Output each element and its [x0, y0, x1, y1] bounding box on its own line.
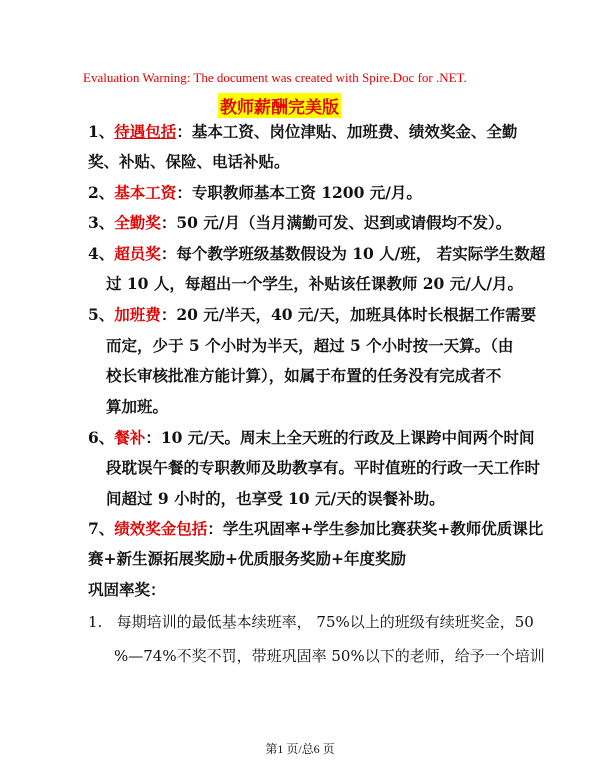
- item-5-line-4: 算加班。: [106, 397, 169, 416]
- item-3-line-1: 3、全勤奖：50 元/月（当月满勤可发、迟到或请假均不发）。: [88, 213, 512, 232]
- item-5-line-1: 5、加班费：20 元/半天，40 元/天，加班具体时长根据工作需要: [88, 305, 537, 324]
- item-6-line-2: 段耽误午餐的专职教师及助教享有。平时值班的行政一天工作时: [106, 458, 541, 477]
- item-5-line-3: 校长审核批准方能计算），如属于布置的任务没有完成者不: [106, 366, 502, 385]
- retention-award-heading: 巩固率奖：: [88, 580, 166, 599]
- item-2-heading: 基本工资: [114, 183, 177, 202]
- item-6-line-1: 6、餐补：10 元/天。周末上全天班的行政及上课跨中间两个时间: [88, 428, 535, 447]
- item-1-heading: 待遇包括: [114, 122, 177, 141]
- item-5-line-2: 而定，少于 5 个小时为半天，超过 5 个小时按一天算。（由: [106, 336, 514, 355]
- item-7-heading: 绩效奖金包括: [114, 519, 208, 538]
- item-5-heading: 加班费: [114, 305, 161, 324]
- item-4-line-2: 过 10 人，每超出一个学生，补贴该任课教师 20 元/人/月。: [106, 274, 524, 293]
- list-item-1-line-2: %—74%不奖不罚，带班巩固率 50%以下的老师，给予一个培训: [114, 647, 545, 665]
- item-3-heading: 全勤奖: [114, 213, 161, 232]
- item-4-heading: 超员奖: [114, 244, 161, 263]
- page-footer: 第1 页/总6 页: [265, 742, 335, 756]
- item-4-line-1: 4、超员奖：每个教学班级基数假设为 10 人/班， 若实际学生数超: [88, 244, 546, 263]
- item-2-line-1: 2、基本工资：专职教师基本工资 1200 元/月。: [88, 183, 422, 202]
- item-1-line-2: 奖、补贴、保险、电话补贴。: [88, 152, 290, 171]
- item-7-line-1: 7、绩效奖金包括：学生巩固率+学生参加比赛获奖+教师优质课比: [88, 519, 544, 538]
- item-6-heading: 餐补: [114, 428, 146, 447]
- document-title: 教师薪酬完美版: [218, 93, 341, 118]
- list-item-1-line-1: 1. 每期培训的最低基本续班率， 75%以上的班级有续班奖金，50: [88, 613, 534, 631]
- item-6-line-3: 间超过 9 小时的，也享受 10 元/天的误餐补助。: [106, 489, 445, 508]
- evaluation-warning: Evaluation Warning: The document was created with Spire.Doc for .NET.: [83, 70, 467, 85]
- item-7-line-2: 赛+新生源拓展奖励+优质服务奖励+年度奖励: [88, 549, 406, 568]
- item-1-line-1: 1、待遇包括：基本工资、岗位津贴、加班费、绩效奖金、全勤: [88, 122, 518, 141]
